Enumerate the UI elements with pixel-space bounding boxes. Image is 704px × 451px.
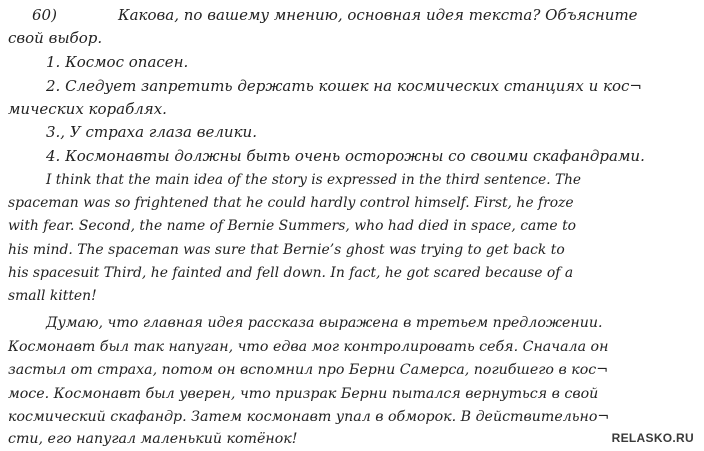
english-answer-line-3: with fear. Second, the name of Bernie Summers, who had died in space, came to [8, 218, 577, 234]
russian-answer-line-2: Космонавт был так напуган, что едва мог контролировать себя. Сначала он [8, 339, 609, 355]
russian-answer-line-6: сти, его напугал маленький котёнок! [8, 431, 298, 447]
question-text-line-1: Какова, по вашему мнению, основная идея текста? Объясните [118, 6, 638, 24]
russian-answer-line-3: застыл от страха, потом он вспомнил про Берни Самерса, погибшего в кос¬ [8, 362, 609, 378]
russian-answer-line-4: мосе. Космонавт был уверен, что призрак Берни пытался вернуться в свой [8, 386, 599, 402]
option-2: 2. Следует запретить держать кошек на космических станциях и кос¬ [46, 77, 642, 95]
option-2-continuation: мических кораблях. [8, 100, 167, 118]
english-answer-line-5: his spacesuit Third, he fainted and fell down. In fact, he got scared because of a [8, 265, 574, 281]
question-text-line-2: свой выбор. [8, 29, 103, 47]
english-answer-line-6: small kitten! [8, 288, 97, 304]
question-number: 60) [32, 6, 57, 24]
english-answer-line-1: I think that the main idea of the story is expressed in the third sentence. The [46, 172, 582, 188]
english-answer-line-4: his mind. The spaceman was sure that Bernie’s ghost was trying to get back to [8, 242, 565, 258]
option-4: 4. Космонавты должны быть очень осторожны со своими скафандрами. [46, 147, 645, 165]
russian-answer-line-5: космический скафандр. Затем космонавт упал в обморок. В действительно¬ [8, 409, 610, 425]
option-3: 3., У страха глаза велики. [46, 123, 257, 141]
site-watermark: RELASKO.RU [611, 431, 694, 445]
english-answer-line-2: spaceman was so frightened that he could hardly control himself. First, he froze [8, 195, 574, 211]
russian-answer-line-1: Думаю, что главная идея рассказа выражена в третьем предложении. [46, 315, 603, 331]
option-1: 1. Космос опасен. [46, 53, 189, 71]
